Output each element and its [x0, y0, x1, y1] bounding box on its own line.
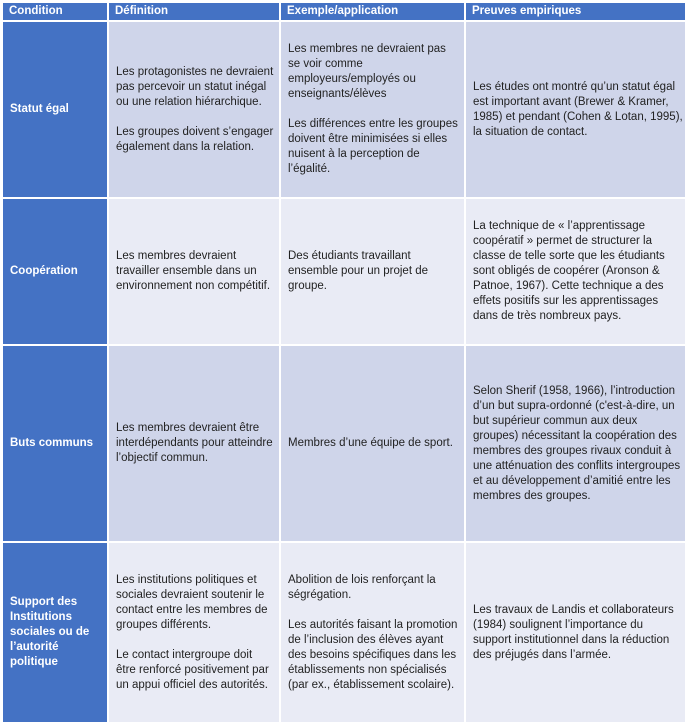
condition-cell: Statut égal: [3, 22, 107, 197]
header-example: Exemple/application: [281, 3, 464, 20]
evidence-paragraph: Les études ont montré qu’un statut égal est important avant (Brewer & Kramer, 1985) et pendant (Cohen & Lotan, 1995), la situation de contact.: [473, 80, 683, 138]
definition-cell: [109, 543, 279, 722]
definition-cell: [109, 346, 279, 541]
condition-cell: Support des Institutions sociales ou de l’autorité politique: [3, 543, 107, 722]
definition-cell: [109, 22, 279, 197]
definition-paragraph: Les groupes doivent s’engager également dans la relation.: [116, 125, 274, 153]
definition-paragraph: Les membres devraient être interdépendants pour atteindre l’objectif commun.: [116, 422, 273, 464]
definition-cell: [109, 199, 279, 344]
evidence-cell: [466, 346, 685, 541]
evidence-cell: [466, 543, 685, 722]
example-cell: [281, 22, 464, 197]
example-cell: [281, 346, 464, 541]
contact-conditions-table: [3, 3, 682, 719]
header-condition: Condition: [3, 3, 107, 20]
example-paragraph: Membres d’une équipe de sport.: [288, 437, 453, 449]
example-paragraph: Les membres ne devraient pas se voir comme employeurs/employés ou enseignants/élèves: [288, 43, 446, 100]
condition-cell: Coopération: [3, 199, 107, 344]
definition-paragraph: Le contact intergroupe doit être renforcé positivement par un appui officiel des autorités.: [116, 648, 269, 691]
header-evidence: Preuves empiriques: [466, 3, 685, 20]
example-paragraph: Des étudiants travaillant ensemble pour un projet de groupe.: [288, 250, 429, 292]
evidence-paragraph: Les travaux de Landis et collaborateurs (1984) soulignent l’importance du support institutionnel dans la réduction des préjugés dans l’armée.: [473, 603, 674, 661]
definition-paragraph: Les membres devraient travailler ensemble dans un environnement non compétitif.: [116, 250, 271, 292]
definition-paragraph: Les protagonistes ne devraient pas percevoir un statut inégal ou une relation hiérarchique.: [116, 65, 274, 108]
evidence-cell: [466, 199, 685, 344]
definition-paragraph: Les institutions politiques et sociales devraient soutenir le contact entre les membres de groupes différents.: [116, 573, 268, 631]
example-paragraph: Les différences entre les groupes doivent être minimisées si elles nuisent à la perception de l’égalité.: [288, 118, 458, 175]
condition-cell: Buts communs: [3, 346, 107, 541]
example-paragraph: Les autorités faisant la promotion de l’inclusion des élèves ayant des besoins spécifiques dans les établissements non spécialisés (par ex., établissement scolaire).: [288, 618, 458, 691]
evidence-paragraph: Selon Sherif (1958, 1966), l’introduction d’un but supra-ordonné (c'est-à-dire, un but supérieur commun aux deux groupes) nécessitant la coopération des membres des groupes rivaux conduit à une atténuation des conflits intergroupes et au développement d’amitié entre les membres des groupes.: [473, 384, 681, 502]
evidence-cell: [466, 22, 685, 197]
example-paragraph: Abolition de lois renforçant la ségrégation.: [288, 573, 436, 601]
evidence-paragraph: La technique de « l’apprentissage coopératif » permet de structurer la classe de telle sorte que les étudiants sont obligés de coopérer (Aronson & Patnoe, 1967). Cette technique a des effets positifs sur les apprentissages dans de très nombreux pays.: [473, 220, 665, 322]
example-cell: [281, 543, 464, 722]
example-cell: [281, 199, 464, 344]
header-definition: Définition: [109, 3, 279, 20]
